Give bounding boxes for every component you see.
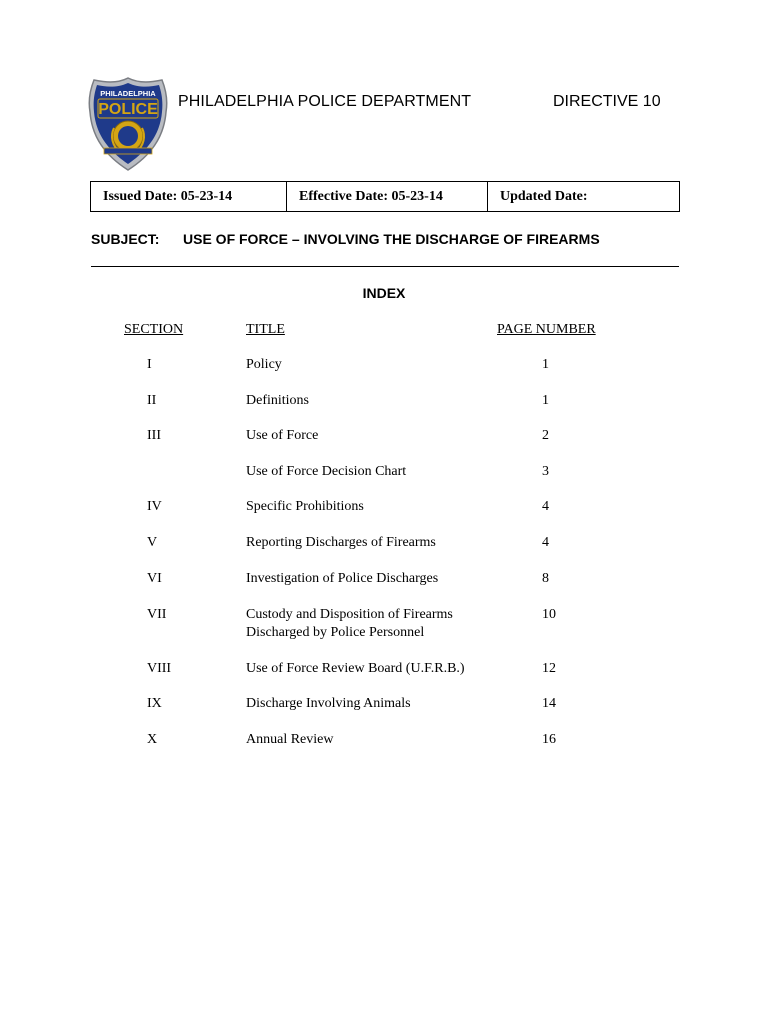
divider <box>91 266 679 267</box>
badge-main-text: POLICE <box>98 101 158 118</box>
index-page: 12 <box>542 661 556 676</box>
index-section: VIII <box>147 661 172 676</box>
issued-date: Issued Date: 05-23-14 <box>91 182 287 212</box>
dates-table <box>90 181 680 212</box>
index-title-link[interactable]: Investigation of Police Discharges <box>246 571 439 586</box>
updated-date: Updated Date: <box>488 182 680 212</box>
index-section: V <box>147 535 158 550</box>
subject-line <box>91 231 600 247</box>
index-page: 2 <box>542 428 549 443</box>
index-title-link[interactable]: Use of Force <box>246 428 319 443</box>
index-title-link[interactable]: Specific Prohibitions <box>246 499 364 514</box>
index-section: I <box>147 357 152 372</box>
index-title: INDEX <box>362 285 406 301</box>
index-page: 1 <box>542 393 549 408</box>
index-title-link[interactable]: Policy <box>246 357 282 372</box>
subject-label: SUBJECT: <box>91 231 160 247</box>
index-title-link[interactable]: Definitions <box>246 393 309 408</box>
index-section: IV <box>147 499 162 514</box>
index-section: III <box>147 428 161 443</box>
index-title-link[interactable]: Use of Force Review Board (U.F.R.B.) <box>246 661 465 676</box>
badge-top-text: PHILADELPHIA <box>100 89 156 98</box>
directive-number: DIRECTIVE 10 <box>553 93 661 110</box>
title-header: TITLE <box>246 322 285 337</box>
index-section: II <box>147 393 157 408</box>
index-page: 4 <box>542 499 549 514</box>
index-section: VI <box>147 571 162 586</box>
subject-text: USE OF FORCE – INVOLVING THE DISCHARGE OF FIREARMS <box>183 231 600 247</box>
index-title-link[interactable]: Reporting Discharges of Firearms <box>246 535 436 550</box>
index-page: 1 <box>542 357 549 372</box>
index-title-link[interactable]: Annual Review <box>246 732 334 747</box>
index-page: 14 <box>542 696 556 711</box>
police-badge-logo <box>86 76 170 172</box>
index-section: IX <box>147 696 162 711</box>
index-page: 3 <box>542 464 549 479</box>
index-page: 16 <box>542 732 556 747</box>
index-page: 8 <box>542 571 549 586</box>
index-section: VII <box>147 607 167 622</box>
index-title-link[interactable]: Discharge Involving Animals <box>246 696 411 711</box>
page-number-header: PAGE NUMBER <box>497 322 596 337</box>
index-section: X <box>147 732 158 747</box>
index-page: 10 <box>542 607 556 622</box>
effective-date: Effective Date: 05-23-14 <box>287 182 488 212</box>
department-title: PHILADELPHIA POLICE DEPARTMENT <box>178 93 472 110</box>
section-header: SECTION <box>124 322 184 337</box>
index-page: 4 <box>542 535 549 550</box>
index-title-link[interactable]: Custody and Disposition of Firearms Discharged by Police Personnel <box>246 607 453 640</box>
index-title-link[interactable]: Use of Force Decision Chart <box>246 464 407 479</box>
